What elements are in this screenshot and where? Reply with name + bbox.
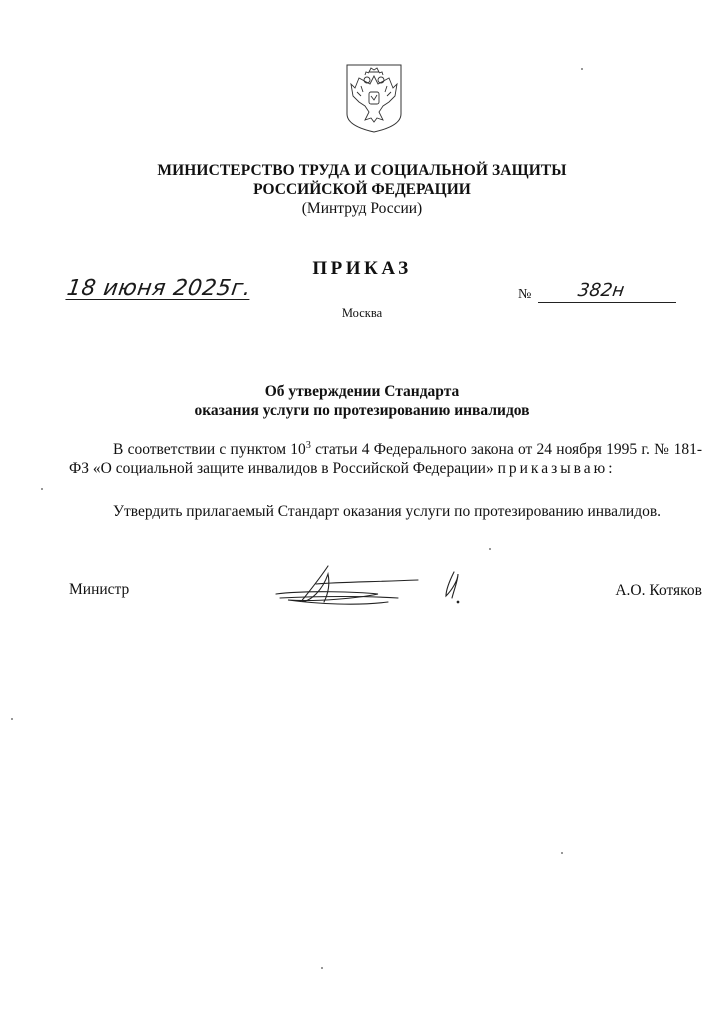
russian-coat-of-arms-icon	[343, 62, 405, 134]
body-p1-superscript: 3	[305, 439, 311, 451]
ministry-name-line1: МИНИСТЕРСТВО ТРУДА И СОЦИАЛЬНОЙ ЗАЩИТЫ	[157, 162, 567, 179]
body-paragraph-2: Утвердить прилагаемый Стандарт оказания услуги по протезированию инвалидов.	[113, 503, 662, 520]
ministry-name-line2: РОССИЙСКОЙ ФЕДЕРАЦИИ	[253, 181, 471, 198]
ministry-short-name: (Минтруд России)	[301, 200, 423, 217]
signer-position: Министр	[69, 581, 130, 598]
order-date: 18 июня 2025г.	[65, 276, 253, 301]
order-number-underline	[538, 302, 676, 303]
order-number-label: №	[518, 287, 532, 302]
scan-speck	[581, 68, 583, 70]
order-title-line1: Об утверждении Стандарта	[264, 383, 460, 400]
order-number: 382н	[576, 280, 626, 301]
body-paragraph-1	[69, 440, 702, 478]
handwritten-signature-icon	[268, 560, 483, 612]
document-type: ПРИКАЗ	[312, 258, 412, 279]
scan-speck	[561, 852, 563, 854]
order-city: Москва	[341, 306, 383, 320]
scan-speck	[11, 718, 13, 720]
scan-speck	[321, 967, 323, 969]
signer-name: А.О. Котяков	[615, 582, 702, 599]
body-p1-start: В соответствии с пунктом 10	[113, 441, 306, 458]
body-p1-order-word: приказываю	[497, 460, 609, 477]
body-p1-end: :	[608, 460, 613, 477]
order-title-line2: оказания услуги по протезированию инвалидов	[194, 402, 530, 419]
body-p1-middle: статьи 4 Федерального закона от 24 ноября 1995 г. № 181-ФЗ «О социальной защите инвалидов в Российской Федерации»	[69, 441, 702, 477]
scan-speck	[489, 548, 491, 550]
scan-speck	[41, 488, 43, 490]
